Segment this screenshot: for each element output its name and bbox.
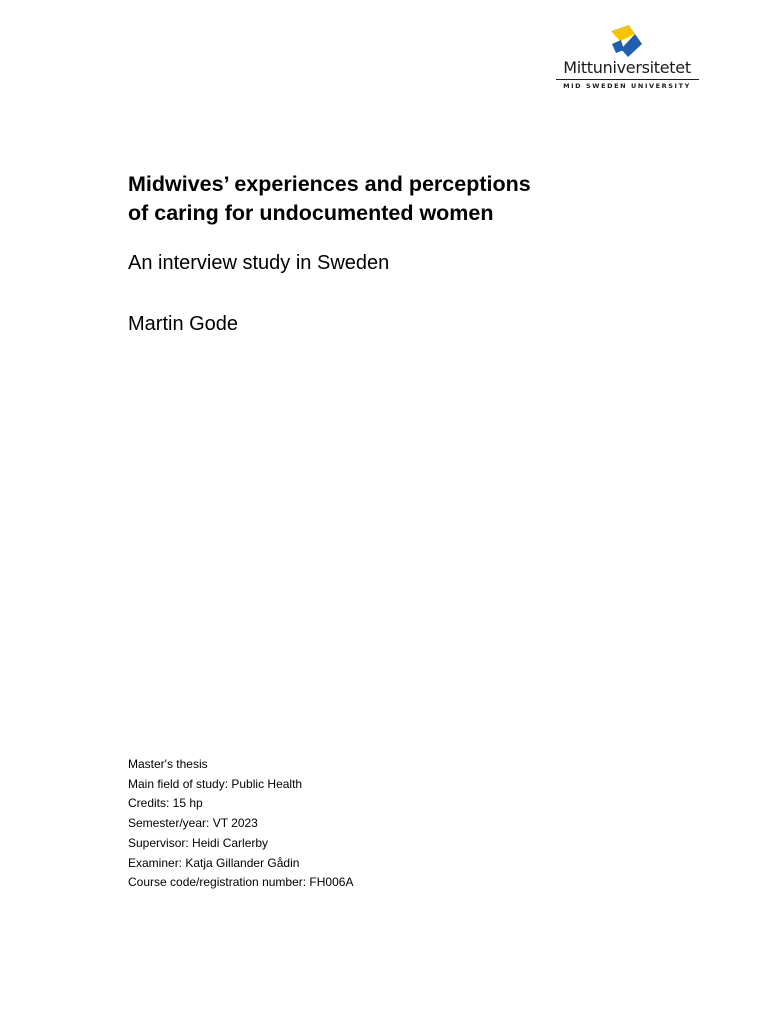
logo-divider <box>556 79 699 80</box>
author-name: Martin Gode <box>128 313 239 335</box>
title-line: of caring for undocumented women <box>128 201 494 225</box>
supervisor: Supervisor: Heidi Carlerby <box>128 835 269 850</box>
semester-year: Semester/year: VT 2023 <box>128 816 258 831</box>
thesis-type: Master's thesis <box>128 757 208 771</box>
field-of-study: Main field of study: Public Health <box>128 776 303 791</box>
university-emblem-icon <box>608 22 644 58</box>
thesis-title <box>128 170 648 228</box>
course-code: Course code/registration number: FH006A <box>128 875 354 890</box>
title-line: Midwives’ experiences and perceptions <box>128 172 531 196</box>
thesis-details <box>128 755 353 893</box>
university-logo <box>552 22 702 92</box>
thesis-subtitle: An interview study in Sweden <box>128 252 390 274</box>
examiner: Examiner: Katja Gillander Gådin <box>128 855 300 870</box>
logo-subtitle: MID SWEDEN UNIVERSITY <box>563 82 691 90</box>
credits: Credits: 15 hp <box>128 796 203 811</box>
logo-name: Mittuniversitetet <box>563 58 691 77</box>
